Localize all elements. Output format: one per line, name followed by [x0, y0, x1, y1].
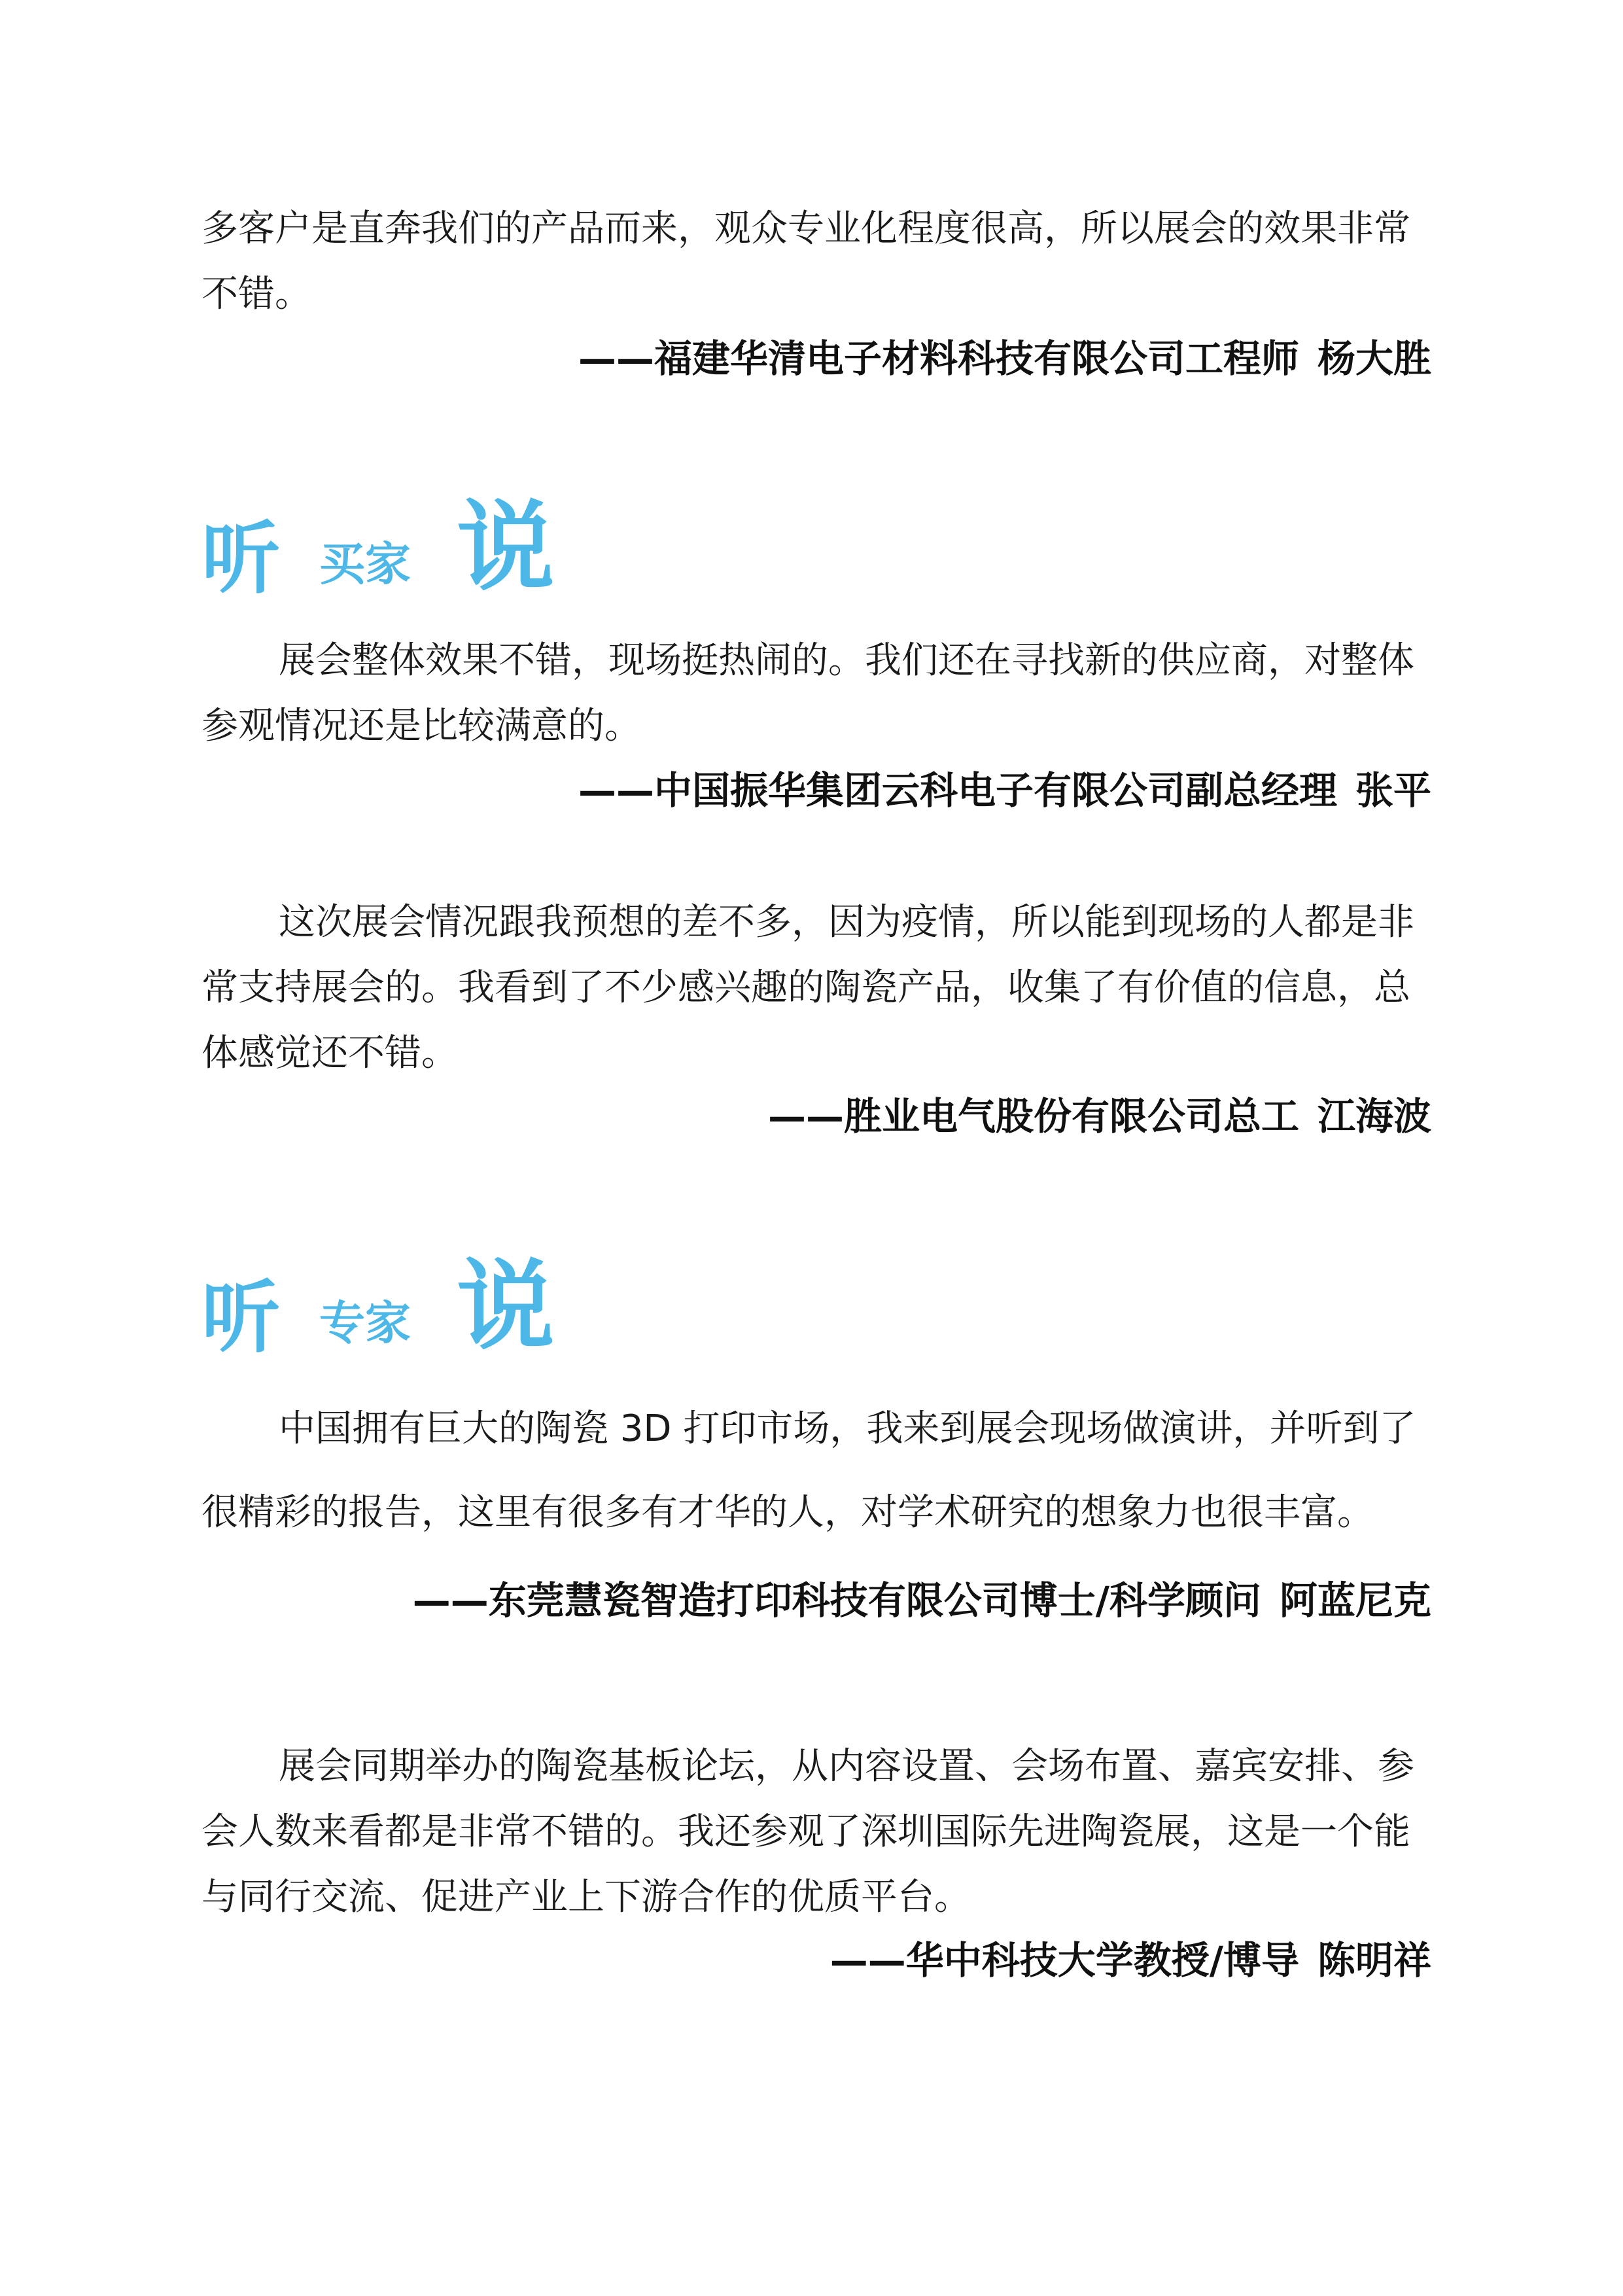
- attribution-person: 张平: [1355, 768, 1431, 813]
- expert-quote-1-attribution: [413, 1574, 1431, 1627]
- section-heading-experts: [201, 1230, 659, 1364]
- intro-paragraph: 多客户是直奔我们的产品而来，观众专业化程度很高，所以展会的效果非常不错。: [201, 207, 1410, 315]
- heading-say-char: 说: [457, 1250, 555, 1364]
- attribution-dash: ——: [829, 1938, 906, 1983]
- heading-buyers-label: 买家: [319, 537, 411, 591]
- buyer-quote-1-attribution: [578, 764, 1431, 817]
- attribution-organization: 胜业电气股份有限公司总工: [843, 1094, 1299, 1139]
- attribution-person: 杨大胜: [1317, 336, 1431, 381]
- buyer-quote-1: 展会整体效果不错，现场挺热闹的。我们还在寻找新的供应商，对整体参观情况还是比较满意的。: [201, 639, 1414, 747]
- heading-experts-label: 专家: [319, 1296, 411, 1350]
- attribution-person: 阿蓝尼克: [1279, 1578, 1431, 1623]
- attribution-organization: 福建华清电子材料科技有限公司工程师: [654, 336, 1299, 381]
- expert-quote-1: 中国拥有巨大的陶瓷 3D 打印市场，我来到展会现场做演讲，并听到了很精彩的报告，这里有很多有才华的人，对学术研究的想象力也很丰富。: [201, 1407, 1416, 1534]
- expert-quote-2: 展会同期举办的陶瓷基板论坛，从内容设置、会场布置、嘉宾安排、参会人数来看都是非常不错的。我还参观了深圳国际先进陶瓷展，这是一个能与同行交流、促进产业上下游合作的优质平台。: [201, 1745, 1414, 1918]
- attribution-person: 陈明祥: [1317, 1938, 1431, 1983]
- attribution-person: 江海波: [1317, 1094, 1431, 1139]
- heading-listen-char: 听: [201, 1273, 280, 1364]
- attribution-dash: ——: [412, 1578, 489, 1623]
- heading-listen-char: 听: [201, 514, 280, 605]
- buyer-quote-2: 这次展会情况跟我预想的差不多，因为疫情，所以能到现场的人都是非常支持展会的。我看到了不少感兴趣的陶瓷产品，收集了有价值的信息，总体感觉还不错。: [201, 901, 1414, 1074]
- attribution-dash: ——: [767, 1094, 844, 1139]
- attribution-organization: 华中科技大学教授/博导: [905, 1938, 1299, 1983]
- attribution-organization: 东莞慧瓷智造打印科技有限公司博士/科学顾问: [488, 1578, 1261, 1623]
- attribution-dash: ——: [578, 336, 654, 381]
- buyer-quote-2-attribution: [768, 1090, 1431, 1142]
- attribution-organization: 中国振华集团云科电子有限公司副总经理: [654, 768, 1337, 813]
- section-heading-buyers: [201, 471, 659, 605]
- attribution-dash: ——: [578, 768, 654, 813]
- expert-quote-2-attribution: [830, 1934, 1431, 1987]
- intro-attribution: [578, 332, 1431, 385]
- heading-say-char: 说: [457, 491, 555, 605]
